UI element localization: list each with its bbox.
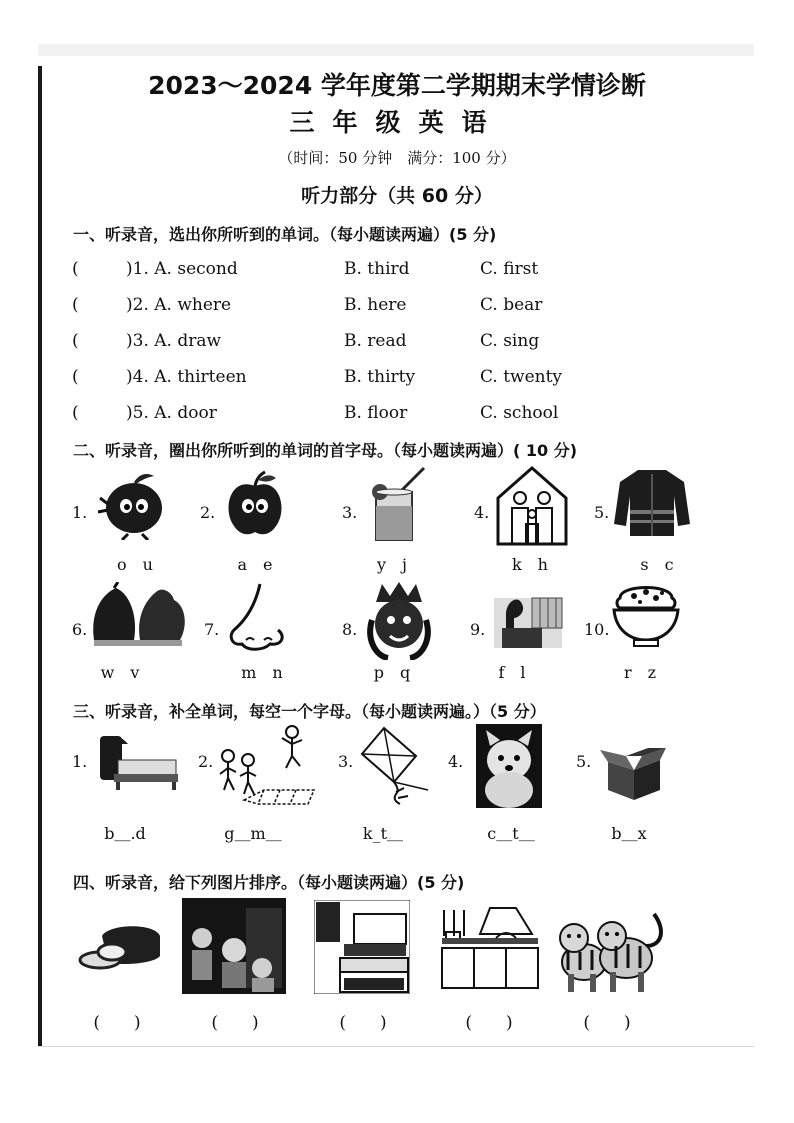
item-number: 4. [474,503,490,522]
word-blank[interactable]: b＿x [611,824,647,843]
letter-choices[interactable]: y j [376,555,407,574]
section-4-heading: 四、听录音，给下列图片排序。（每小题读两遍）(5 分) [73,873,465,892]
order-paren[interactable]: ( ) [93,1013,141,1033]
answer-bracket[interactable]: ( [72,367,79,387]
question-row [0,403,794,427]
family-icon [182,898,286,994]
item-number: 2. [198,752,214,771]
option-c: C. first [480,259,539,279]
item-number: 1. [72,503,88,522]
section-1-heading: 一、听录音，选出你所听到的单词。（每小题读两遍）(5 分) [73,225,497,244]
kitchen-icon [440,904,540,992]
letter-choices[interactable]: a e [237,555,273,574]
scan-bottom-edge [38,1046,754,1047]
tigers-icon [554,906,668,996]
word-blank[interactable]: g＿m＿ [224,824,282,843]
rice-icon [610,582,682,648]
item-number: 10. [584,620,610,639]
item-number: 1. [72,752,88,771]
juice-icon [362,466,432,544]
time-info: （时间：50 分钟 满分：100 分） [278,149,516,167]
dining-room-icon [314,900,410,994]
item-number: 3. [342,503,358,522]
exam-subtitle: 三年级英语 [289,108,505,137]
item-number: 8. [342,620,358,639]
vegetables-icon [90,582,188,648]
item-number: 6. [72,620,88,639]
item-number: 7. [204,620,220,639]
letter-choices[interactable]: f l [498,663,526,682]
scan-top-strip [38,44,754,56]
question-row [0,259,794,283]
letter-choices[interactable]: p q [373,663,411,682]
option-c: C. bear [480,295,543,315]
letter-choices[interactable]: r z [623,663,657,682]
coat-icon [612,466,692,538]
option-a: )4. A. thirteen [126,367,247,387]
item-number: 5. [576,752,592,771]
kite-icon [356,726,430,808]
word-blank[interactable]: c＿t＿ [487,824,535,843]
answer-bracket[interactable]: ( [72,331,79,351]
word-blank[interactable]: k_t＿ [362,824,404,843]
option-b: B. floor [344,403,408,423]
option-c: C. school [480,403,559,423]
option-a: )1. A. second [126,259,238,279]
scan-left-edge [38,66,42,1046]
section-2-heading: 二、听录音，圈出你所听到的单词的首字母。（每小题读两遍）( 10 分) [73,441,578,460]
item-number: 4. [448,752,464,771]
option-b: B. third [344,259,410,279]
question-row [0,367,794,391]
option-c: C. twenty [480,367,563,387]
box-icon [598,740,668,802]
answer-bracket[interactable]: ( [72,295,79,315]
letter-choices[interactable]: m n [241,663,283,682]
queen-icon [366,580,432,660]
option-a: )3. A. draw [126,331,222,351]
cute-dog-icon [476,724,542,808]
exam-title: 2023～2024 学年度第二学期期末学情诊断 [148,71,646,100]
order-paren[interactable]: ( ) [211,1013,259,1033]
part-title: 听力部分（共 60 分） [301,185,493,207]
nose-icon [226,582,290,652]
word-blank[interactable]: b＿.d [104,824,146,843]
orange-icon [90,468,174,540]
order-paren[interactable]: ( ) [465,1013,513,1033]
order-paren[interactable]: ( ) [583,1013,631,1033]
home-icon [492,464,572,546]
letter-choices[interactable]: k h [511,555,548,574]
game-icon [214,722,318,808]
item-number: 2. [200,503,216,522]
item-number: 3. [338,752,354,771]
answer-bracket[interactable]: ( [72,403,79,423]
option-a: )5. A. door [126,403,217,423]
bed-icon [96,730,178,792]
lift-icon [492,584,564,650]
answer-bracket[interactable]: ( [72,259,79,279]
option-b: B. read [344,331,407,351]
letter-choices[interactable]: s c [640,555,674,574]
question-row [0,331,794,355]
apple-icon [220,470,290,540]
option-a: )2. A. where [126,295,232,315]
item-number: 9. [470,620,486,639]
order-paren[interactable]: ( ) [339,1013,387,1033]
option-c: C. sing [480,331,540,351]
letter-choices[interactable]: o u [117,555,153,574]
bread-icon [78,922,162,974]
item-number: 5. [594,503,610,522]
section-3-heading: 三、听录音，补全单词，每空一个字母。（每小题读两遍。）（5 分） [73,702,546,721]
letter-choices[interactable]: w v [100,663,140,682]
question-row [0,295,794,319]
option-b: B. here [344,295,407,315]
option-b: B. thirty [344,367,416,387]
